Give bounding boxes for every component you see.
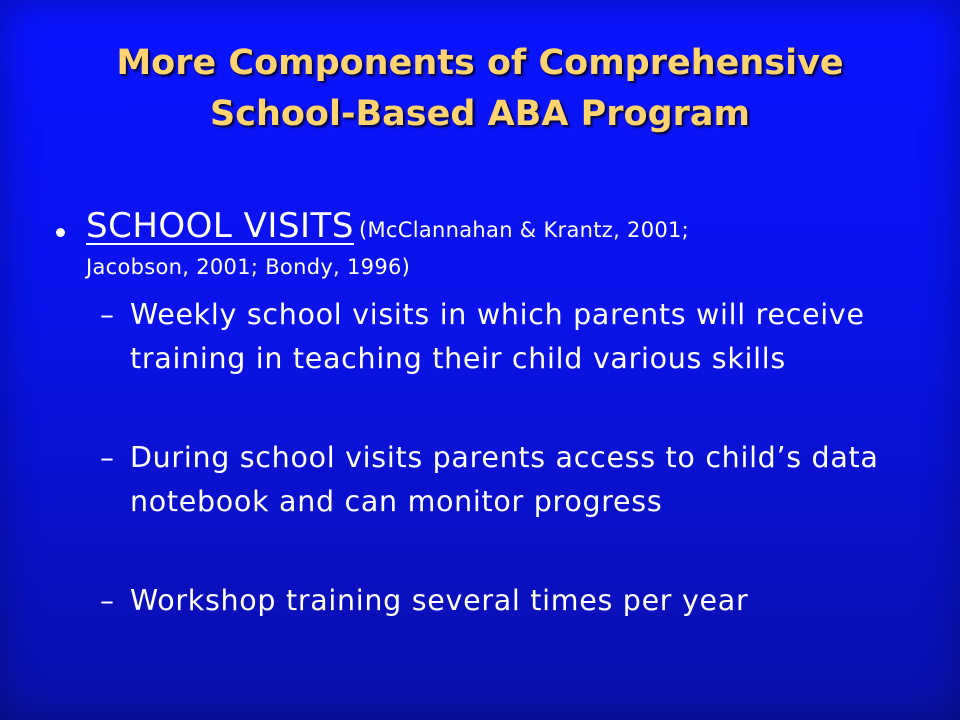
sub-bullet-text: Weekly school visits in which parents will receive training in teaching their child various skills — [130, 298, 865, 375]
sub-bullet-text: Workshop training several times per year — [130, 584, 749, 617]
sub-bullet-item — [100, 436, 920, 524]
dash-icon: – — [100, 584, 114, 617]
sub-bullet-item — [100, 293, 920, 381]
main-bullet-item — [86, 198, 916, 280]
citation-second-line: Jacobson, 2001; Bondy, 1996) — [86, 255, 411, 279]
bullet-dot-icon — [56, 228, 65, 237]
school-visits-heading: SCHOOL VISITS — [86, 206, 354, 246]
slide-title-line-1: More Components of Comprehensive — [116, 43, 844, 83]
bullet-heading-line — [86, 198, 916, 260]
citation-first-line: (McClannahan & Krantz, 2001; — [359, 218, 690, 242]
sub-bullet-text: During school visits parents access to child’s data notebook and can monitor progress — [130, 441, 879, 518]
dash-icon: – — [100, 441, 114, 474]
dash-icon: – — [100, 298, 114, 331]
slide-title-line-2: School-Based ABA Program — [210, 94, 750, 134]
sub-bullet-item — [100, 579, 920, 623]
